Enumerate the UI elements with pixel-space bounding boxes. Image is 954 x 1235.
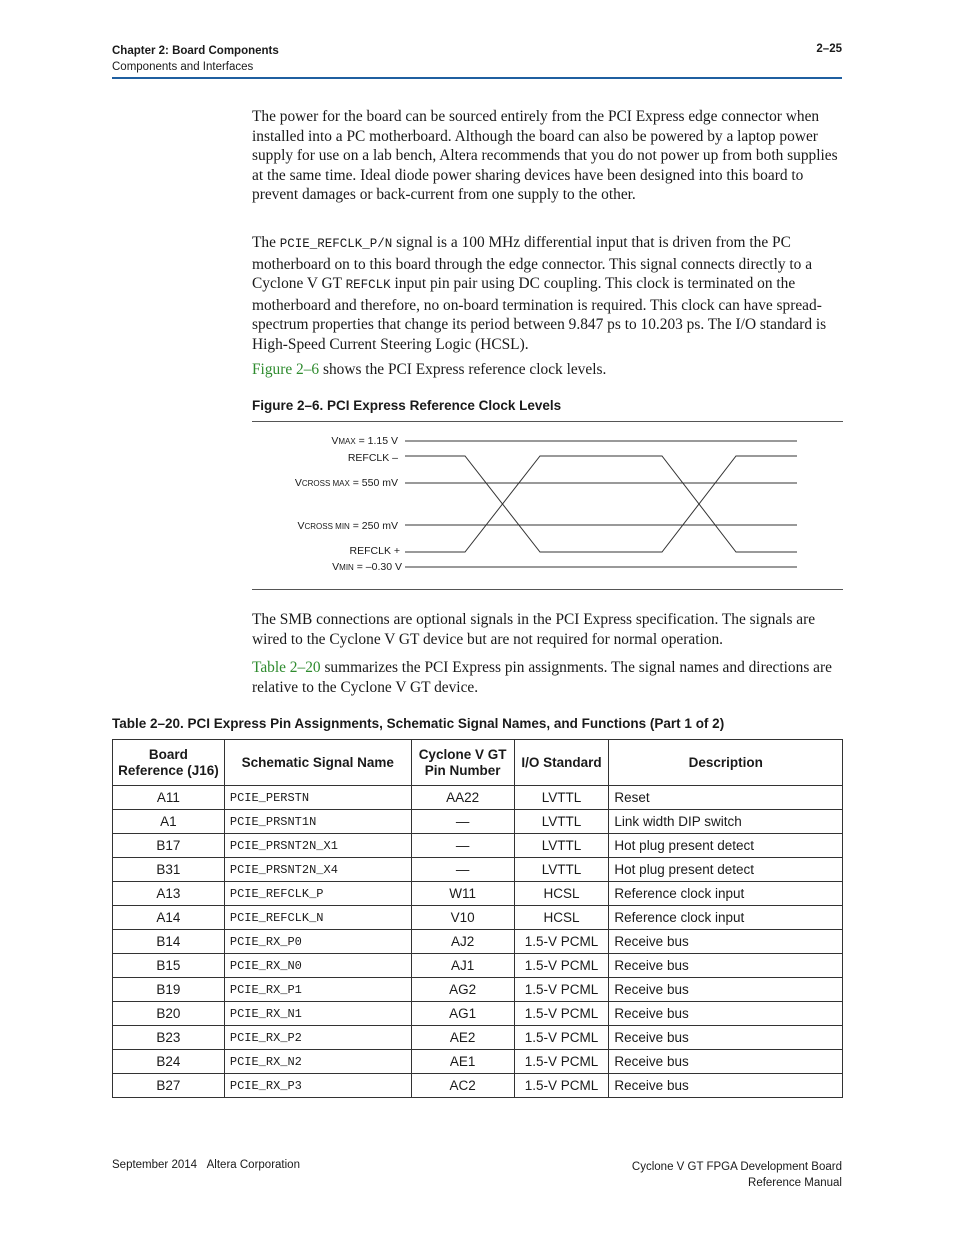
table-row [113,834,843,858]
refclk-levels-diagram [252,424,844,584]
header-rule [112,77,842,79]
cell-signal-name: PCIE_RX_N2 [224,1050,411,1074]
cell-board-ref: B14 [113,930,225,954]
cell-description: Hot plug present detect [609,834,843,858]
cell-description: Receive bus [609,1050,843,1074]
signal-code: PCIE_REFCLK_P/N [279,237,393,251]
footer-company: Altera Corporation [206,1159,300,1171]
cell-board-ref: B15 [113,954,225,978]
cell-description: Receive bus [609,1002,843,1026]
cell-signal-name: PCIE_RX_P1 [224,978,411,1002]
footer-doc-subtitle: Reference Manual [748,1177,842,1189]
figure-top-rule [252,421,843,422]
col-header-io: I/O Standard [514,740,609,786]
cell-io-standard: 1.5-V PCML [514,1002,609,1026]
chapter-title: Chapter 2: Board Components [112,45,279,57]
cell-pin-number: AJ2 [411,930,514,954]
cell-signal-name: PCIE_RX_P3 [224,1074,411,1098]
col-header-desc: Description [609,740,843,786]
figure-reference-paragraph: Figure 2–6 shows the PCI Express reference clock levels. [252,361,607,378]
table-header-row [113,740,843,786]
vcross-max-label: VCROSS MAX = 550 mV [294,477,398,489]
cell-pin-number: AC2 [411,1074,514,1098]
table-row [113,1050,843,1074]
table-row [113,1002,843,1026]
cell-io-standard: LVTTL [514,834,609,858]
cell-description: Receive bus [609,1074,843,1098]
cell-io-standard: 1.5-V PCML [514,954,609,978]
cell-io-standard: HCSL [514,882,609,906]
page-number: 2–25 [816,43,842,55]
vmax-label: VMAX = 1.15 V [331,435,398,447]
footer-date: September 2014 [112,1159,198,1171]
footer-left [112,1159,300,1171]
cell-board-ref: B19 [113,978,225,1002]
table-row [113,906,843,930]
cell-signal-name: PCIE_PRSNT2N_X1 [224,834,411,858]
cell-signal-name: PCIE_RX_P0 [224,930,411,954]
pin-assignment-table [112,739,843,1098]
table-reference-paragraph: Table 2–20 summarizes the PCI Express pin assignments. The signal names and directions are relative to the Cyclone V GT device. [252,659,832,696]
cell-description: Reference clock input [609,906,843,930]
cell-pin-number: W11 [411,882,514,906]
figure-link[interactable]: Figure 2–6 [252,361,320,378]
table-row [113,978,843,1002]
cell-pin-number: AA22 [411,786,514,810]
cell-signal-name: PCIE_RX_P2 [224,1026,411,1050]
cell-pin-number: V10 [411,906,514,930]
cell-description: Receive bus [609,1026,843,1050]
running-header [112,43,279,75]
figure-bottom-rule [252,589,843,590]
vcross-min-label: VCROSS MIN = 250 mV [297,520,398,532]
cell-pin-number: — [411,810,514,834]
table-row [113,786,843,810]
cell-description: Receive bus [609,954,843,978]
cell-pin-number: — [411,858,514,882]
section-title: Components and Interfaces [112,61,254,73]
cell-pin-number: AG2 [411,978,514,1002]
cell-pin-number: AE1 [411,1050,514,1074]
refclk-minus-waveform [405,456,797,552]
cell-board-ref: B23 [113,1026,225,1050]
cell-board-ref: A11 [113,786,225,810]
cell-io-standard: LVTTL [514,810,609,834]
cell-board-ref: B20 [113,1002,225,1026]
refclk-paragraph: The PCIE_REFCLK_P/N signal is a 100 MHz differential input that is driven from the PC motherboard on to this board through the edge connector. This signal connects directly to a Cyclone V GT REFCLK input pin pair using DC coupling. This clock is terminated on the motherboard and therefore, no on-board termination is required. This clock can have spread-spectrum properties that change its period between 9.847 ps to 10.203 ps. The I/O standard is High-Speed Current Steering Logic (HCSL). [252,234,827,353]
cell-board-ref: A13 [113,882,225,906]
cell-description: Reset [609,786,843,810]
cell-signal-name: PCIE_PRSNT1N [224,810,411,834]
cell-io-standard: LVTTL [514,786,609,810]
cell-description: Link width DIP switch [609,810,843,834]
table-row [113,882,843,906]
cell-description: Hot plug present detect [609,858,843,882]
cell-board-ref: B24 [113,1050,225,1074]
cell-pin-number: AJ1 [411,954,514,978]
cell-description: Receive bus [609,978,843,1002]
cell-board-ref: B27 [113,1074,225,1098]
table-row [113,1026,843,1050]
table-link[interactable]: Table 2–20 [252,659,321,676]
refclk-plus-label: REFCLK + [349,545,400,557]
cell-io-standard: LVTTL [514,858,609,882]
cell-signal-name: PCIE_PRSNT2N_X4 [224,858,411,882]
cell-io-standard: 1.5-V PCML [514,930,609,954]
cell-io-standard: 1.5-V PCML [514,978,609,1002]
table-row [113,858,843,882]
cell-io-standard: 1.5-V PCML [514,1026,609,1050]
cell-pin-number: AE2 [411,1026,514,1050]
refclk-minus-label: REFCLK – [347,452,398,464]
table-caption: Table 2–20. PCI Express Pin Assignments, Schematic Signal Names, and Functions (Part 1 of 2) [112,716,725,731]
vmin-label: VMIN = –0.30 V [332,561,402,573]
cell-pin-number: — [411,834,514,858]
cell-signal-name: PCIE_PERSTN [224,786,411,810]
table-row [113,930,843,954]
footer-doc-title: Cyclone V GT FPGA Development Board [631,1161,842,1173]
cell-signal-name: PCIE_REFCLK_P [224,882,411,906]
figure-caption: Figure 2–6. PCI Express Reference Clock Levels [252,398,562,413]
cell-board-ref: B17 [113,834,225,858]
cell-pin-number: AG1 [411,1002,514,1026]
cell-io-standard: 1.5-V PCML [514,1074,609,1098]
cell-signal-name: PCIE_RX_N0 [224,954,411,978]
col-header-pin: Cyclone V GT Pin Number [411,740,514,786]
col-header-board-ref: Board Reference (J16) [113,740,225,786]
cell-description: Reference clock input [609,882,843,906]
cell-signal-name: PCIE_RX_N1 [224,1002,411,1026]
cell-board-ref: A1 [113,810,225,834]
cell-signal-name: PCIE_REFCLK_N [224,906,411,930]
cell-board-ref: B31 [113,858,225,882]
power-paragraph: The power for the board can be sourced entirely from the PCI Express edge connector when installed into a PC motherboard. Although the board can also be powered by a laptop power supply for use on a lab bench, Altera recommends that you do not power up from both supplies at the same time. Ideal diode power sharing devices have been designed into this board to prevent damages or back-current from one supply to the other. [252,108,838,204]
cell-description: Receive bus [609,930,843,954]
col-header-signal: Schematic Signal Name [224,740,411,786]
table-row [113,810,843,834]
cell-board-ref: A14 [113,906,225,930]
table-row [113,954,843,978]
signal-code: REFCLK [345,278,391,293]
cell-io-standard: HCSL [514,906,609,930]
refclk-plus-waveform [405,456,797,552]
cell-io-standard: 1.5-V PCML [514,1050,609,1074]
table-row [113,1074,843,1098]
smb-paragraph: The SMB connections are optional signals in the PCI Express specification. The signals are wired to the Cyclone V GT device but are not required for normal operation. [252,611,816,648]
footer-right [632,1159,842,1191]
